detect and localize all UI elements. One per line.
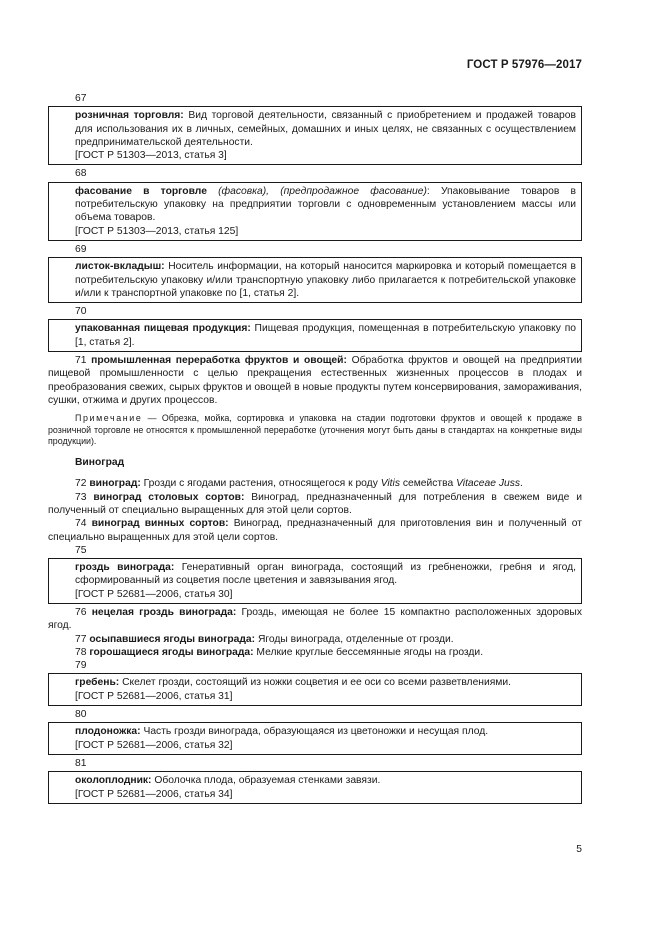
term-number: 78 xyxy=(75,646,87,658)
term-entry-73 xyxy=(48,491,582,518)
term-definition: : Упаковывание товаров в потребительскую упаковку на предприятии торговли с одновременным установлением массы или объема товаров. xyxy=(75,185,576,224)
genus-name: Vitis xyxy=(380,478,400,490)
term-name: промышленная переработка фруктов и овощей: xyxy=(91,355,347,367)
section-heading: Виноград xyxy=(75,457,125,469)
term-definition: Генеративный орган винограда, состоящий из гребненожки, гребня и ягод, сформированный из соцветия после цветения и завязывания ягод. xyxy=(75,562,576,587)
term-definition: Грозди с ягодами растения, относящегося к роду xyxy=(140,478,381,490)
term-entry-72 xyxy=(48,477,582,490)
term-name: осыпавшиеся ягоды винограда: xyxy=(89,633,256,645)
note xyxy=(48,413,582,448)
term-number: 79 xyxy=(75,660,87,672)
term-name: виноград столовых сортов: xyxy=(93,491,245,503)
term-name: плодоножка: xyxy=(75,726,141,738)
term-name: горошащиеся ягоды винограда: xyxy=(89,646,254,658)
term-name: виноград: xyxy=(89,478,141,490)
term-entry xyxy=(75,725,576,738)
term-number: 71 xyxy=(75,355,87,367)
note-text: — Обрезка, мойка, сортировка и упаковка на стадии подготовки фруктов и овощей к продаже в розничной торговле не относятся к промышленной переработке (уточнения могут быть даны в стандартах на конкретные виды продукции). xyxy=(48,413,582,447)
term-name: околоплодник: xyxy=(75,775,152,787)
term-synonyms: (фасовка), (предпродажное фасование) xyxy=(206,185,427,197)
term-definition: Носитель информации, на который наносится маркировка и который помещается в потребительскую упаковку и/или транспортную упаковку либо прилагается к потребительской упаковке и/или к транспортной упаковке по [1, статья 2]. xyxy=(75,261,576,299)
term-definition: Часть грозди винограда, образующаяся из цветоножки и несущая плод. xyxy=(140,726,489,738)
term-number: 67 xyxy=(75,93,87,104)
term-entry-74 xyxy=(48,517,582,544)
term-box-70 xyxy=(48,319,582,352)
document-body xyxy=(48,92,582,806)
term-name: розничная торговля: xyxy=(75,110,184,122)
term-number: 72 xyxy=(75,478,87,490)
term-number: 75 xyxy=(75,544,87,556)
term-definition-end: . xyxy=(520,478,523,490)
term-number: 76 xyxy=(75,606,87,618)
term-name: гребень: xyxy=(75,677,120,689)
term-definition: Пищевая продукция, помещенная в потребительскую упаковку по [1, статья 2]. xyxy=(75,323,577,348)
term-name: нецелая гроздь винограда: xyxy=(91,606,237,618)
term-number: 80 xyxy=(75,709,87,721)
term-name: виноград винных сортов: xyxy=(91,518,229,530)
term-definition: Мелкие круглые бессемянные ягоды на грозди. xyxy=(253,646,484,658)
term-number: 73 xyxy=(75,491,87,503)
term-entry xyxy=(75,676,576,689)
term-definition: Гроздь, имеющая не более 15 компактно расположенных здоровых ягод. xyxy=(48,606,582,632)
term-reference: [ГОСТ Р 52681—2006, статья 30] xyxy=(75,588,233,600)
document-header: ГОСТ Р 57976—2017 xyxy=(466,59,582,71)
term-number: 81 xyxy=(75,757,87,769)
term-box-81 xyxy=(48,771,582,804)
term-definition: Виноград, предназначенный для приготовления вин и полученный от специально выращенных для этой цели сортов. xyxy=(48,518,582,543)
term-entry-78 xyxy=(48,646,582,659)
term-box-69 xyxy=(48,257,582,303)
term-entry xyxy=(75,774,576,787)
term-number: 68 xyxy=(75,168,87,180)
term-definition: Обработка фруктов и овощей на предприятии пищевой промышленности с целью прекращения естественных жизненных процессов в плодах и преобразования свежих, сырых фруктов и овощей в новые продукты путем консервирования, замораживания, сушки, отжима и других процессов. xyxy=(48,355,582,406)
term-entry xyxy=(75,109,576,149)
term-name: упакованная пищевая продукция: xyxy=(75,323,251,335)
term-entry xyxy=(75,260,576,300)
term-entry xyxy=(75,561,576,588)
term-number: 77 xyxy=(75,633,87,645)
page-number: 5 xyxy=(576,844,582,855)
term-reference: [ГОСТ Р 52681—2006, статья 32] xyxy=(75,739,233,751)
term-entry xyxy=(75,322,576,349)
term-entry-71 xyxy=(48,354,582,407)
term-reference: [ГОСТ Р 51303—2013, статья 3] xyxy=(75,150,227,162)
term-number: 74 xyxy=(75,518,87,530)
term-box-80 xyxy=(48,722,582,755)
term-definition: Виноград, предназначенный для потребления в свежем виде и полученный от специально выращенных для этой цели сортов. xyxy=(48,491,582,516)
term-definition: Вид торговой деятельности, связанный с приобретением и продажей товаров для использования их в личных, семейных, домашних и иных целях, не связанных с осуществлением предпринимательской деятельности. xyxy=(75,110,576,148)
term-reference: [ГОСТ Р 52681—2006, статья 31] xyxy=(75,690,233,702)
term-number: 69 xyxy=(75,243,87,255)
term-definition-mid: семейства xyxy=(399,478,457,490)
note-label: Примечание xyxy=(75,413,143,424)
term-box-79 xyxy=(48,673,582,706)
term-number: 70 xyxy=(75,306,87,318)
term-entry-77 xyxy=(48,633,582,646)
term-box-67 xyxy=(48,106,582,165)
term-box-75 xyxy=(48,558,582,604)
term-reference: [ГОСТ Р 51303—2013, статья 125] xyxy=(75,225,239,237)
term-entry xyxy=(75,185,576,225)
term-definition: Скелет грозди, состоящий из ножки соцветия и ее оси со всеми разветвлениями. xyxy=(119,677,511,689)
term-name: фасование в торговле xyxy=(75,185,207,197)
term-box-68 xyxy=(48,182,582,241)
term-definition: Ягоды винограда, отделенные от грозди. xyxy=(255,633,454,645)
term-definition: Оболочка плода, образуемая стенками завязи. xyxy=(151,775,381,787)
term-entry-76 xyxy=(48,606,582,633)
term-name: гроздь винограда: xyxy=(75,562,175,574)
term-reference: [ГОСТ Р 52681—2006, статья 34] xyxy=(75,788,233,800)
family-name: Vitaceae Juss xyxy=(456,478,521,490)
term-name: листок-вкладыш: xyxy=(75,261,165,273)
